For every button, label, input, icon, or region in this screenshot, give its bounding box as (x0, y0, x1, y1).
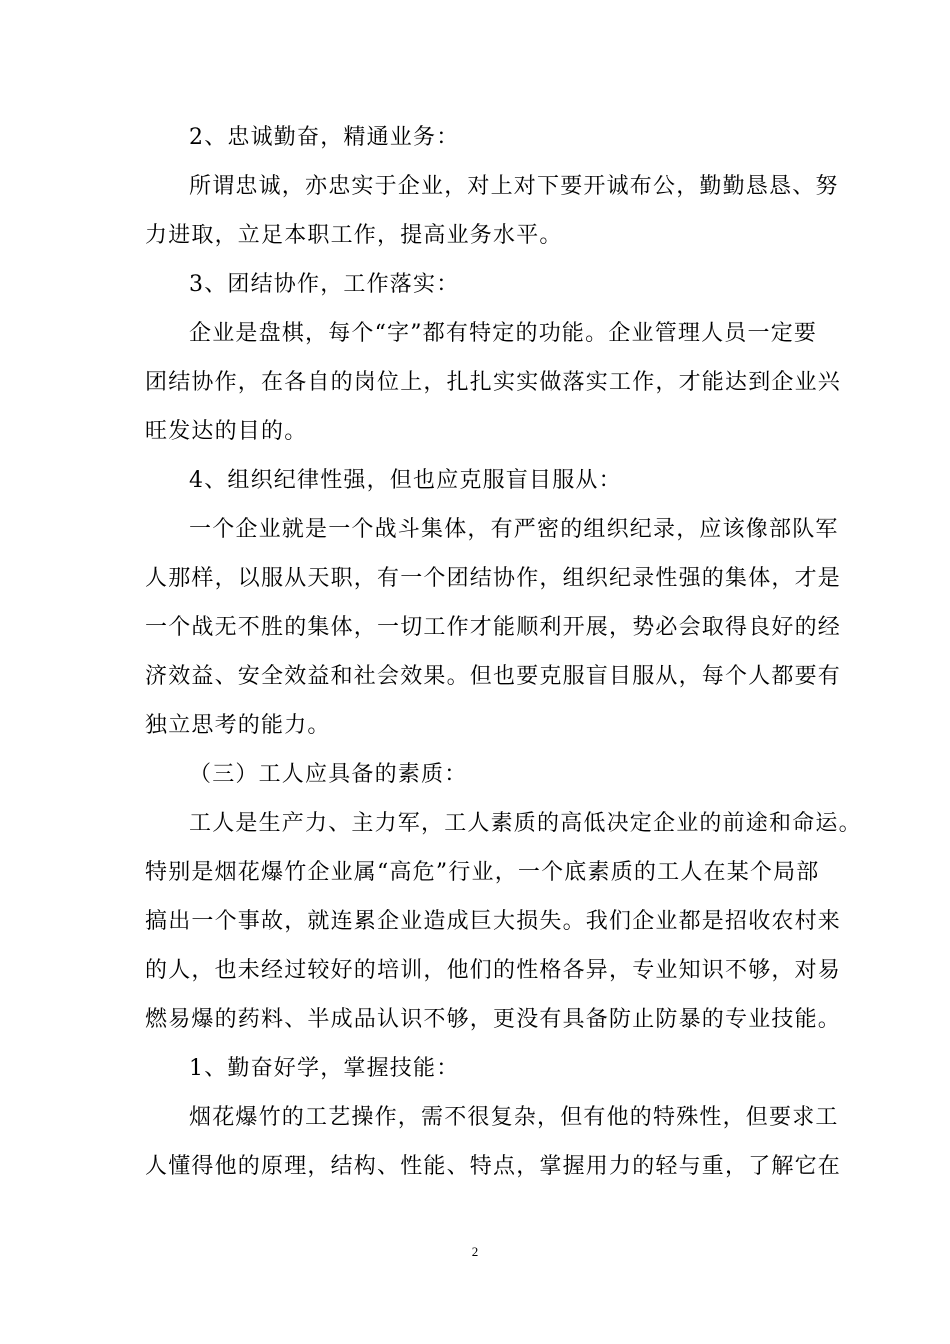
text-line: 人懂得他的原理，结构、性能、特点，掌握用力的轻与重，了解它在 (145, 1154, 842, 1179)
page-number: 2 (471, 1244, 479, 1259)
text-line: 搞出一个事故，就连累企业造成巨大损失。我们企业都是招收农村来 (145, 909, 842, 934)
text-line: 4、组织纪律性强，但也应克服盲目服从： (189, 468, 622, 493)
text-line: 1、勤奋好学，掌握技能： (189, 1056, 460, 1081)
text-line: （三）工人应具备的素质： (189, 762, 468, 787)
text-line: 济效益、安全效益和社会效果。但也要克服盲目服从，每个人都要有 (145, 664, 842, 689)
text-line: 所谓忠诚，亦忠实于企业，对上对下要开诚布公，勤勤恳恳、努 (189, 174, 839, 199)
text-line: 独立思考的能力。 (145, 713, 331, 738)
text-line: 一个战无不胜的集体，一切工作才能顺利开展，势必会取得良好的经 (145, 615, 842, 640)
text-line: 人那样，以服从天职，有一个团结协作，组织纪录性强的集体，才是 (145, 566, 842, 591)
text-line: 的人，也未经过较好的培训，他们的性格各异，专业知识不够，对易 (145, 958, 842, 983)
text-line: 旺发达的目的。 (145, 419, 308, 444)
text-line: 团结协作，在各自的岗位上，扎扎实实做落实工作，才能达到企业兴 (145, 370, 842, 395)
text-line: 2、忠诚勤奋，精通业务： (189, 125, 460, 150)
text-line: 企业是盘棋，每个“字”都有特定的功能。企业管理人员一定要 (189, 321, 818, 346)
text-line: 工人是生产力、主力军，工人素质的高低决定企业的前途和命运。 (189, 811, 862, 836)
text-line: 特别是烟花爆竹企业属“高危”行业，一个底素质的工人在某个局部 (145, 860, 820, 885)
text-line: 一个企业就是一个战斗集体，有严密的组织纪录，应该像部队军 (189, 517, 839, 542)
text-line: 烟花爆竹的工艺操作，需不很复杂，但有他的特殊性，但要求工 (189, 1105, 839, 1130)
document-body (145, 113, 862, 1191)
text-line: 力进取，立足本职工作，提高业务水平。 (145, 223, 563, 248)
text-line: 燃易爆的药料、半成品认识不够，更没有具备防止防暴的专业技能。 (145, 1007, 842, 1032)
text-line: 3、团结协作，工作落实： (189, 272, 460, 297)
